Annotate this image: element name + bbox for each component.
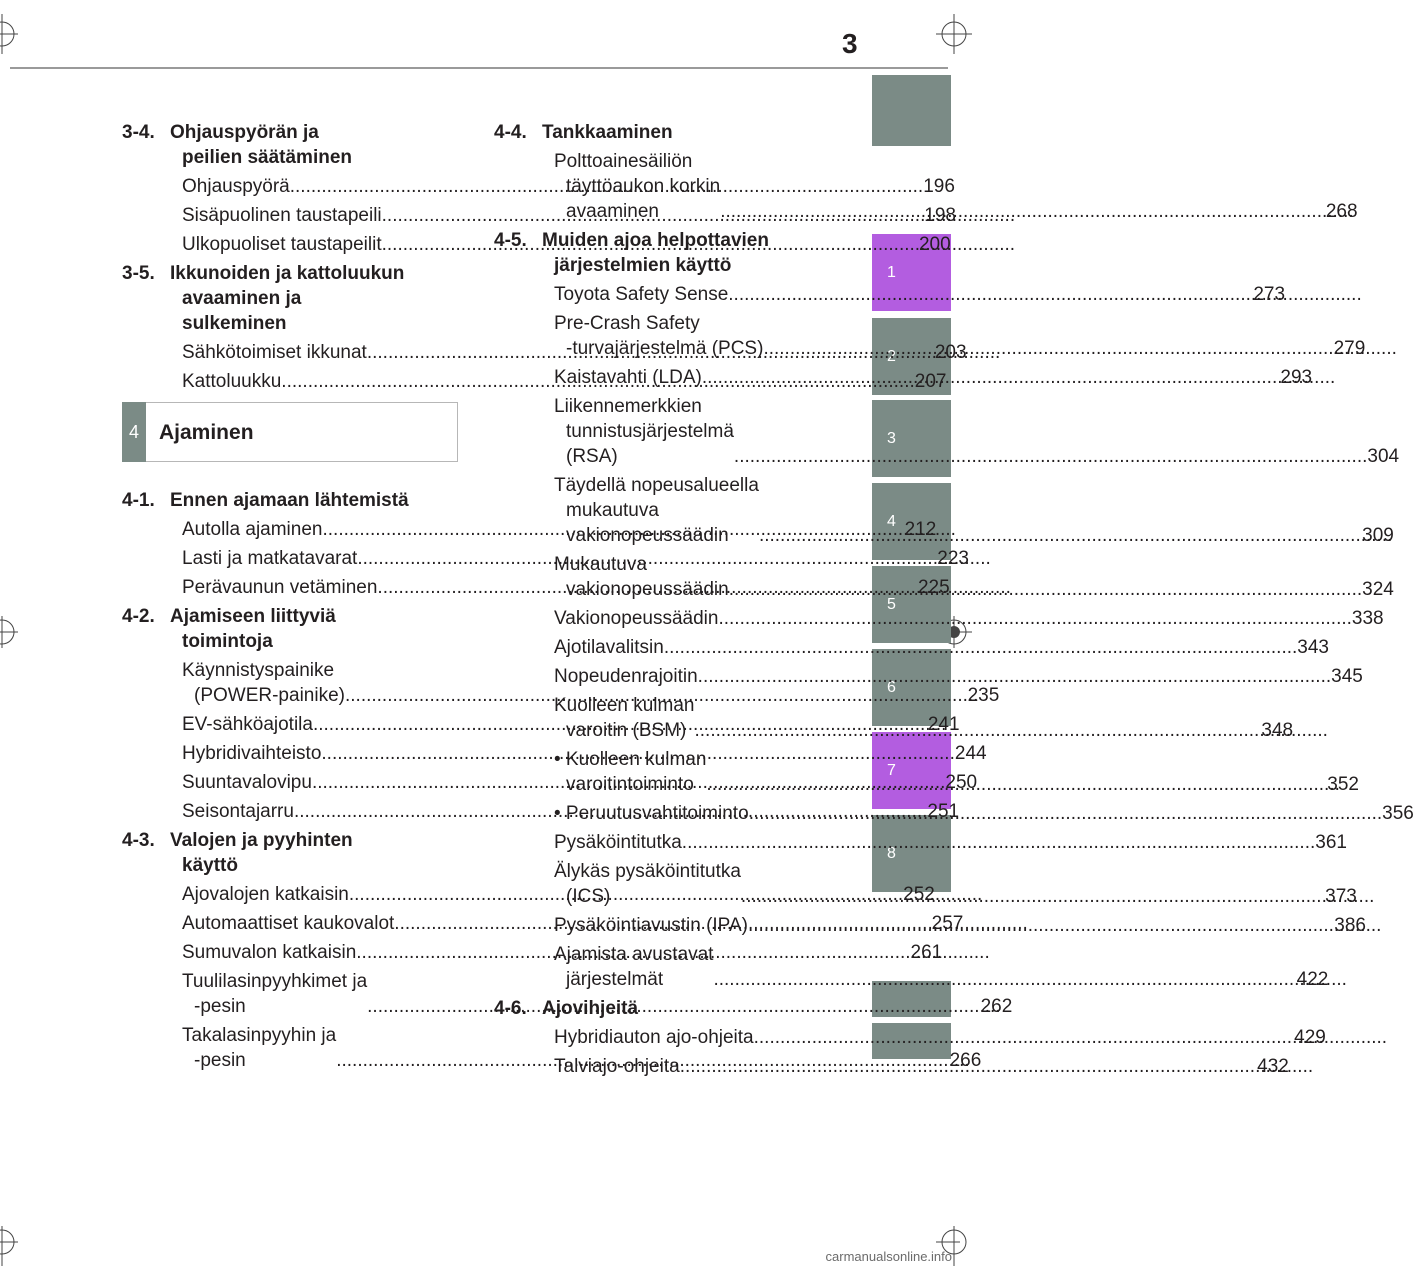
toc-entry[interactable]: [122, 517, 937, 542]
toc-entry-title: Ajamista avustavat järjestelmät: [554, 944, 714, 990]
crop-mark-top-left: [0, 14, 36, 64]
toc-entry-page: 324: [1362, 579, 1394, 600]
toc-entry-page: 361: [1315, 832, 1347, 853]
toc-entry-title: Polttoainesäiliön täyttöaukon korkin avaaminen: [554, 151, 721, 222]
tab-chapter-7[interactable]: 7: [872, 732, 951, 809]
toc-entry[interactable]: [122, 203, 956, 228]
section-heading: [122, 120, 462, 170]
toc-entry-page: 241: [927, 714, 960, 735]
section-number: 3-5.: [122, 263, 155, 284]
section-number: 4-1.: [122, 490, 155, 511]
dot-leader: [754, 1025, 1295, 1050]
tab-blank-top: [872, 75, 951, 146]
tab-chapter-4[interactable]: 4: [872, 483, 951, 560]
toc-entry-title: Automaattiset kaukovalot: [182, 913, 395, 934]
chapter-number: 4: [122, 402, 146, 462]
dot-leader: [734, 444, 1367, 469]
dot-leader: [749, 801, 1382, 826]
toc-entry-page: 207: [914, 371, 947, 392]
toc-entry-title: Sumuvalon katkaisin: [182, 942, 357, 963]
section-number: 4-6.: [494, 998, 527, 1019]
toc-entry-title: Ulkopuoliset taustapeilit: [182, 234, 382, 255]
toc-entry-page: 293: [1280, 367, 1313, 388]
toc-entry-title: Suuntavalovipu: [182, 772, 312, 793]
toc-entry-page: 251: [927, 801, 960, 822]
toc-entry-title: Hybridiauton ajo-ohjeita: [554, 1027, 754, 1048]
page-number: 3: [842, 28, 858, 59]
dot-leader: [763, 336, 1333, 361]
toc-entry-page: 250: [945, 772, 978, 793]
toc-entry-title: Kattoluukku: [182, 371, 282, 392]
toc-entry[interactable]: [494, 394, 1400, 469]
toc-entry-title: Pysäköintiavustin (IPA): [554, 915, 748, 936]
toc-entry-title: Toyota Safety Sense: [554, 284, 729, 305]
toc-entry-page: 223: [937, 548, 969, 569]
tab-chapter-8[interactable]: 8: [872, 815, 951, 892]
toc-entry-page: 352: [1327, 774, 1359, 795]
toc-entry-page: 225: [917, 577, 950, 598]
toc-entry[interactable]: [122, 546, 969, 571]
toc-entry-page: 304: [1367, 446, 1400, 467]
section-title: Ikkunoiden ja kattoluukun avaaminen ja sulkeminen: [170, 263, 405, 334]
section-heading: [122, 604, 462, 654]
section-heading: [122, 828, 462, 878]
section-title: Ajamiseen liittyviä toimintoja: [170, 606, 336, 652]
dot-leader: [741, 884, 1325, 909]
dot-leader: [694, 718, 1261, 743]
section-title: Muiden ajoa helpottavien järjestelmien käyttö: [542, 230, 769, 276]
toc-entry-page: 279: [1333, 338, 1366, 359]
dot-leader: [718, 606, 1351, 631]
toc-entry-title: Täydellä nopeusalueella mukautuva vakionopeussäädin: [554, 475, 759, 546]
toc-entry-title: Älykäs pysäköintitutka (ICS): [554, 861, 741, 907]
section-title: Valojen ja pyyhinten käyttö: [170, 830, 353, 876]
toc-entry-title: Pysäköintitutka: [554, 832, 682, 853]
toc-entry[interactable]: [122, 340, 967, 365]
toc-entry-page: 212: [904, 519, 937, 540]
toc-entry-page: 235: [967, 685, 1000, 706]
dot-leader: [720, 199, 1326, 224]
toc-entry-title: Kaistavahti (LDA): [554, 367, 702, 388]
dot-leader: [706, 772, 1327, 797]
toc-entry-title: Lasti ja matkatavarat: [182, 548, 358, 569]
dot-leader: [729, 577, 1362, 602]
tab-chapter-6[interactable]: 6: [872, 649, 951, 726]
toc-entry-title: Käynnistyspainike (POWER-painike): [182, 660, 345, 706]
section-title: Ohjauspyörän ja peilien säätäminen: [170, 122, 353, 168]
toc-entry-page: 257: [931, 913, 964, 934]
section-title: Ajovihjeitä: [542, 998, 639, 1019]
toc-entry-title: • Peruutusvahtitoiminto: [554, 803, 749, 824]
toc-entry-page: 200: [918, 234, 951, 255]
toc-entry-title: EV-sähköajotila: [182, 714, 313, 735]
dot-leader: [759, 523, 1362, 548]
section-title: Ennen ajamaan lähtemistä: [170, 490, 409, 511]
toc-entry-page: 252: [903, 884, 935, 905]
toc-entry-page: 261: [910, 942, 943, 963]
toc-entry-title: Takalasinpyyhin ja -pesin: [182, 1025, 337, 1071]
section-heading: [494, 120, 834, 145]
toc-entry-title: Autolla ajaminen: [182, 519, 323, 540]
toc-entry[interactable]: [122, 174, 955, 199]
toc-entry[interactable]: [494, 635, 1329, 660]
toc-entry-title: Nopeudenrajoitin: [554, 666, 698, 687]
toc-entry[interactable]: [494, 1025, 1326, 1050]
toc-entry-page: 203: [934, 342, 967, 363]
toc-entry-page: 338: [1351, 608, 1384, 629]
toc-entry-title: Tuulilasinpyyhkimet ja -pesin: [182, 971, 368, 1017]
dot-leader: [664, 635, 1297, 660]
toc-entry-page: 432: [1257, 1056, 1289, 1077]
toc-entry-page: 198: [924, 205, 956, 226]
toc-entry-title: Pre-Crash Safety -turvajärjestelmä (PCS): [554, 313, 764, 359]
dot-leader: [698, 664, 1331, 689]
tab-chapter-3[interactable]: 3: [872, 400, 951, 477]
toc-entry-title: Ajovalojen katkaisin: [182, 884, 349, 905]
toc-entry-page: 429: [1294, 1027, 1326, 1048]
dot-leader: [728, 282, 1253, 307]
toc-entry-title: Perävaunun vetäminen: [182, 577, 378, 598]
toc-entry-title: Mukautuva vakionopeussäädin: [554, 554, 729, 600]
toc-entry-page: 266: [949, 1050, 982, 1071]
toc-entry-title: Sisäpuolinen taustapeili: [182, 205, 382, 226]
header-rule: [10, 67, 948, 69]
section-number: 4-4.: [494, 122, 527, 143]
section-heading: [122, 488, 462, 513]
toc-entry-page: 196: [923, 176, 955, 197]
toc-entry-page: 386: [1334, 915, 1366, 936]
toc-entry[interactable]: [122, 940, 943, 965]
toc-entry-title: Ajotilavalitsin: [554, 637, 664, 658]
toc-entry-page: 273: [1253, 284, 1286, 305]
tab-chapter-2[interactable]: 2: [872, 318, 951, 395]
dot-leader: [713, 967, 1296, 992]
toc-entry-title: Vakionopeussäädin: [554, 608, 719, 629]
toc-entry[interactable]: [494, 606, 1384, 631]
toc-entry-page: 348: [1261, 720, 1294, 741]
toc-entry[interactable]: [494, 282, 1286, 307]
section-heading: [494, 228, 834, 278]
toc-entry-title: Sähkötoimiset ikkunat: [182, 342, 367, 363]
toc-entry-title: Seisontajarru: [182, 801, 294, 822]
toc-entry-page: 373: [1325, 886, 1357, 907]
toc-entry-title: Talviajo-ohjeita: [554, 1056, 680, 1077]
toc-entry[interactable]: [494, 830, 1347, 855]
section-number: 3-4.: [122, 122, 155, 143]
toc-entry-page: 422: [1296, 969, 1329, 990]
crop-mark-mid-left: [0, 612, 36, 662]
toc-entry-page: 343: [1297, 637, 1329, 658]
toc-entry-page: 262: [980, 996, 1013, 1017]
tab-chapter-1[interactable]: 1: [872, 234, 951, 311]
section-number: 4-2.: [122, 606, 155, 627]
watermark-footer: carmanualsonline.info: [825, 1249, 952, 1264]
section-heading: [122, 261, 462, 336]
toc-entry-page: 345: [1331, 666, 1363, 687]
toc-entry-title: Liikennemerkkien tunnistusjärjestelmä (RSA): [554, 396, 734, 467]
dot-leader: [680, 1054, 1257, 1079]
section-number: 4-5.: [494, 230, 527, 251]
chapter-title: Ajaminen: [159, 420, 254, 444]
toc-entry[interactable]: [494, 664, 1363, 689]
dot-leader: [702, 365, 1281, 390]
section-title: Tankkaaminen: [542, 122, 673, 143]
toc-entry[interactable]: [122, 741, 987, 766]
toc-entry-page: 268: [1325, 201, 1358, 222]
section-heading: [494, 996, 834, 1021]
chapter-heading-box: [122, 402, 458, 462]
tab-chapter-5[interactable]: 5: [872, 566, 951, 643]
toc-entry-title: Kuolleen kulman varoitin (BSM): [554, 695, 695, 741]
toc-entry-title: Hybridivaihteisto: [182, 743, 322, 764]
section-number: 4-3.: [122, 830, 155, 851]
toc-entry-page: 244: [954, 743, 987, 764]
toc-entry-title: Ohjauspyörä: [182, 176, 290, 197]
toc-entry-title: • Kuolleen kulman varoitintoiminto: [554, 749, 707, 795]
crop-mark-bottom-left: [0, 1222, 36, 1266]
toc-entry-page: 309: [1362, 525, 1394, 546]
dot-leader: [682, 830, 1315, 855]
toc-entry-page: 356: [1382, 803, 1414, 824]
dot-leader: [748, 913, 1334, 938]
